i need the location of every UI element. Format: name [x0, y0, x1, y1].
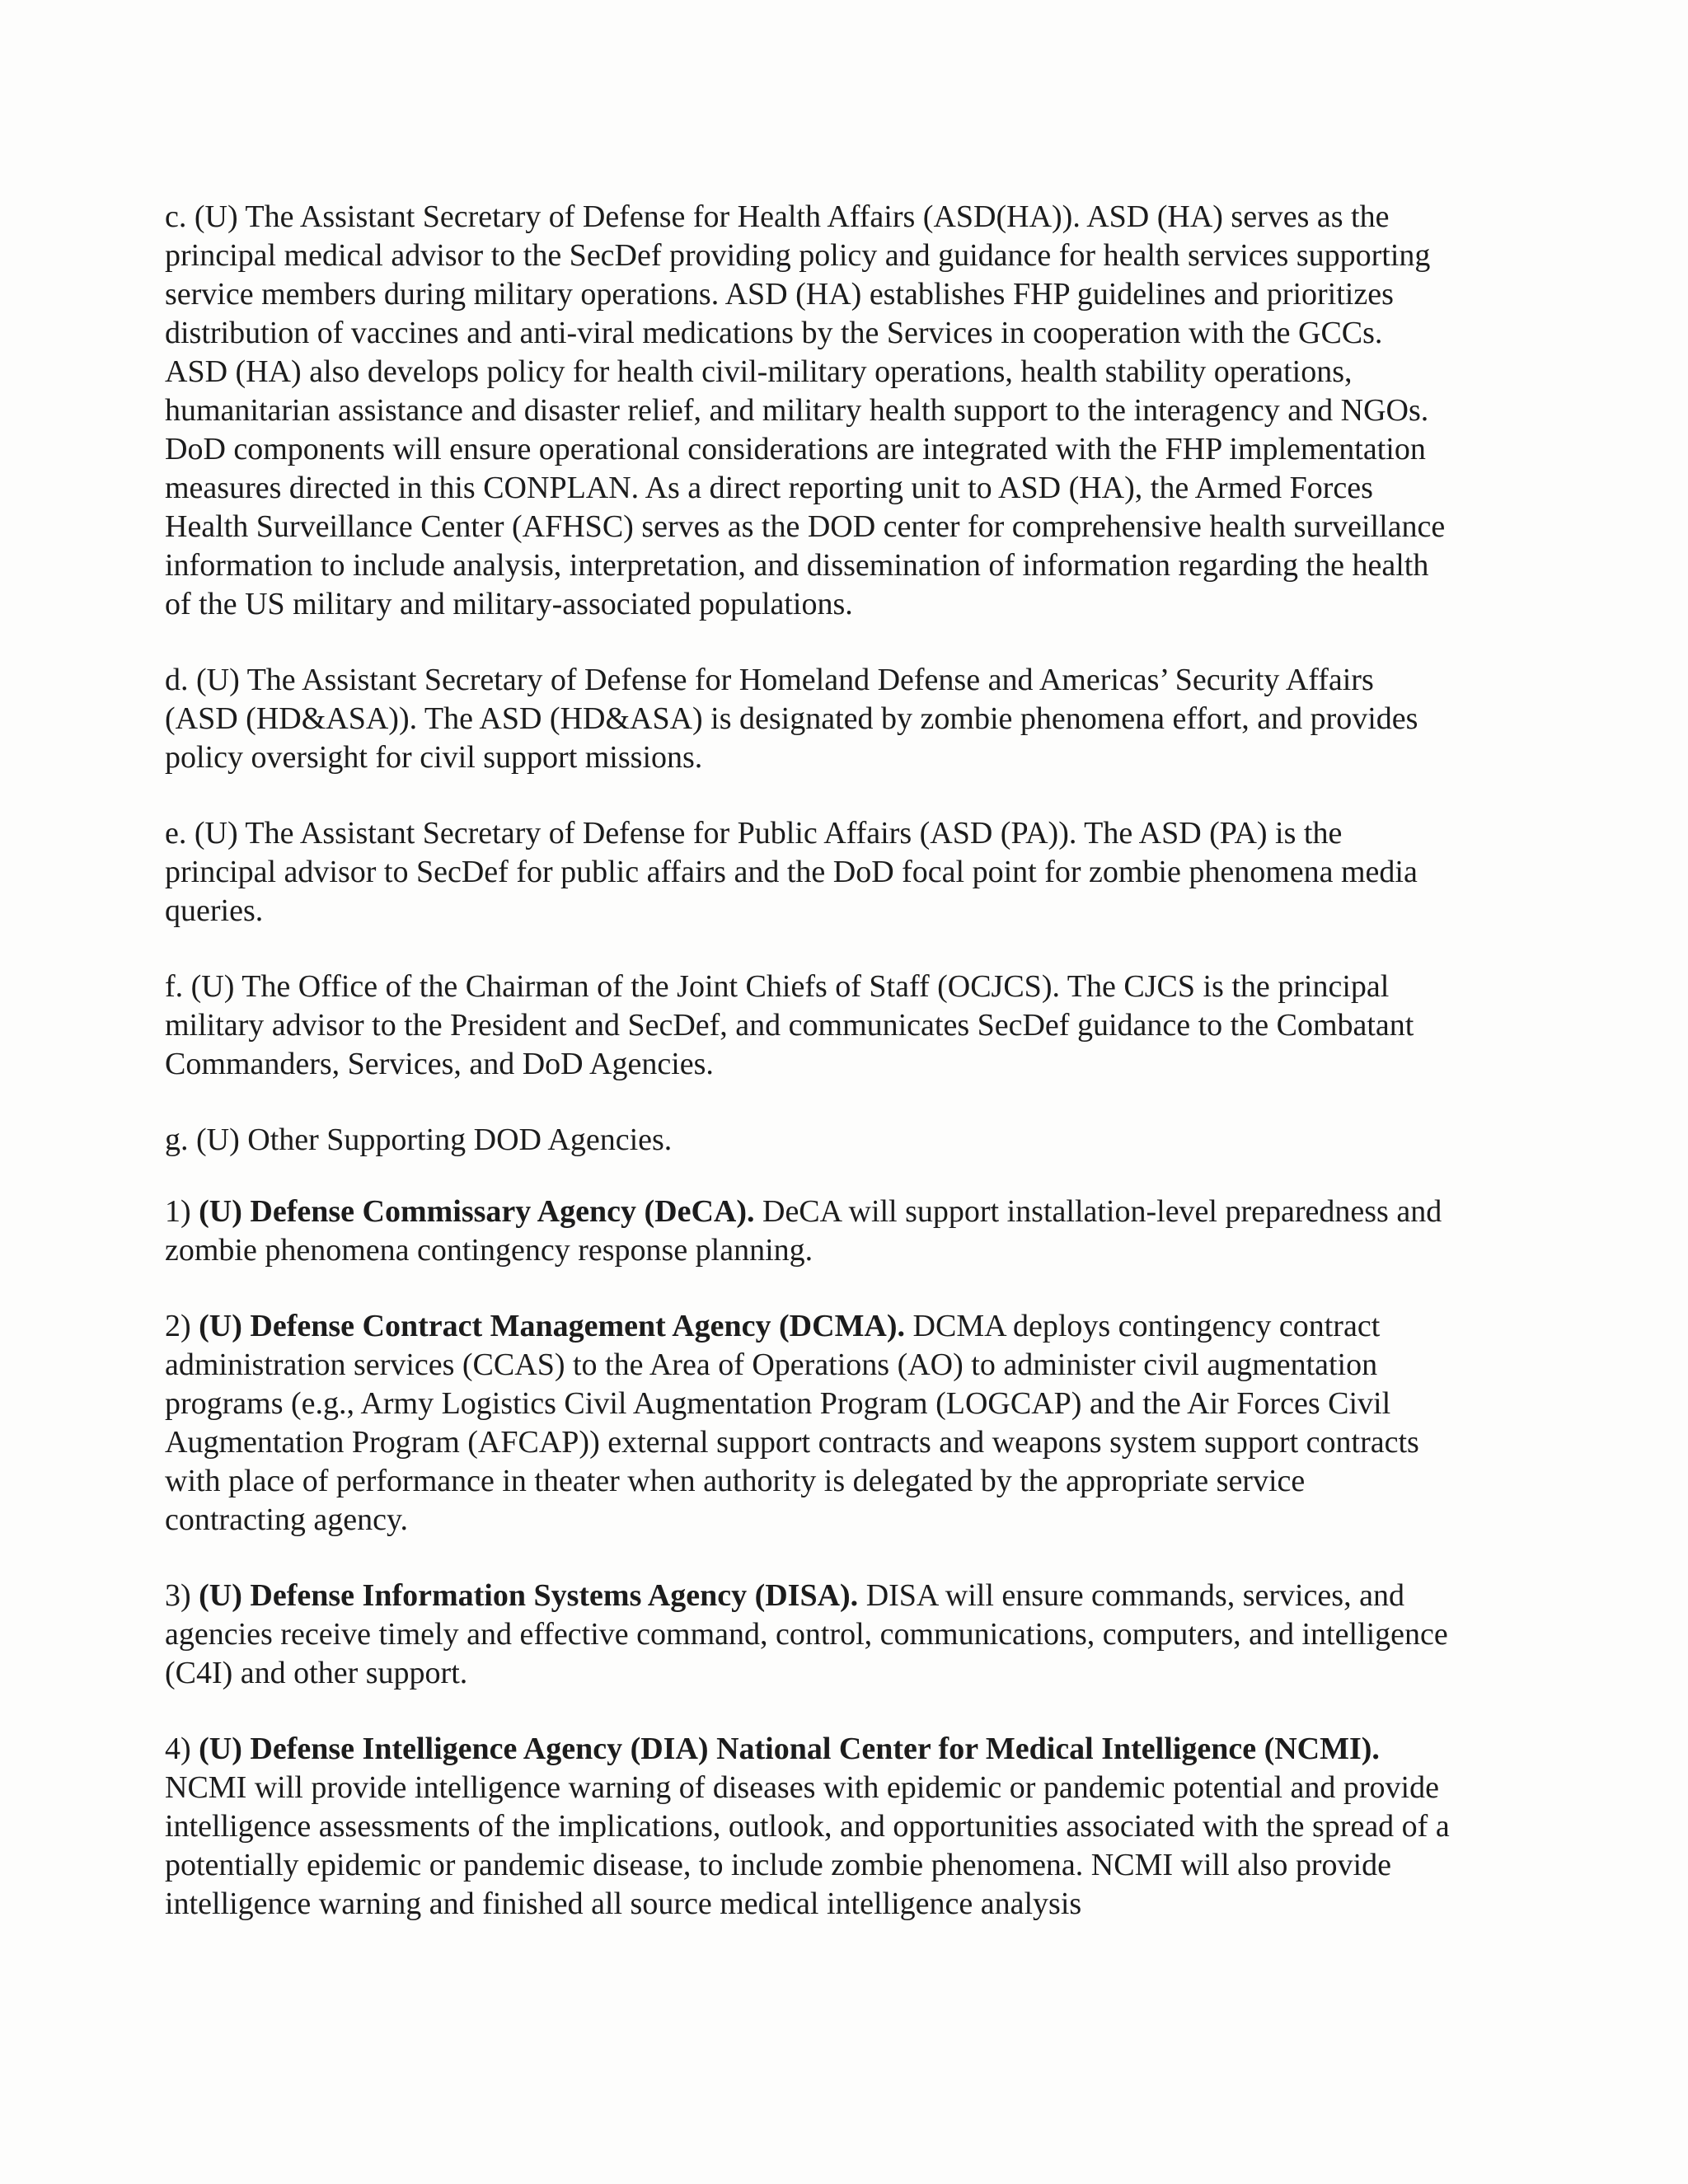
document-body [165, 198, 1451, 1961]
paragraph-e-text: e. (U) The Assistant Secretary of Defense for Public Affairs (ASD (PA)). The ASD (PA) is the principal advisor to SecDef for public affairs and the DoD focal point for zombie phenomena media queries. [165, 816, 1418, 928]
item-number: 1) [165, 1194, 199, 1229]
item-text: NCMI will provide intelligence warning of diseases with epidemic or pandemic potential and provide intelligence assessments of the implications, outlook, and opportunities associated with the spread of a potentially epidemic or pandemic disease, to include zombie phenomena. NCMI will also provide intelligence warning and finished all source medical intelligence analysis [165, 1770, 1450, 1921]
paragraph-g1-deca [165, 1193, 1451, 1270]
paragraph-c [165, 198, 1451, 624]
paragraph-g2-dcma [165, 1307, 1451, 1540]
item-heading: (U) Defense Contract Management Agency (DCMA). [199, 1309, 906, 1343]
item-heading: (U) Defense Intelligence Agency (DIA) National Center for Medical Intelligence (NCMI). [199, 1732, 1380, 1766]
item-heading: (U) Defense Commissary Agency (DeCA). [199, 1194, 755, 1229]
item-text: DCMA deploys contingency contract administration services (CCAS) to the Area of Operations (AO) to administer civil augmentation programs (e.g., Army Logistics Civil Augmentation Program (LOGCAP) and the Air Forces Civil Augmentation Program (AFCAP)) external support contracts and weapons system support contracts with place of performance in theater when authority is delegated by the appropriate service contracting agency. [165, 1309, 1419, 1537]
paragraph-f-text: f. (U) The Office of the Chairman of the Joint Chiefs of Staff (OCJCS). The CJCS is the principal military advisor to the President and SecDef, and communicates SecDef guidance to the Combatant Commanders, Services, and DoD Agencies. [165, 969, 1414, 1081]
item-text: DISA will ensure commands, services, and agencies receive timely and effective command, control, communications, computers, and intelligence (C4I) and other support. [165, 1578, 1448, 1690]
item-text: DeCA will support installation-level preparedness and zombie phenomena contingency response planning. [165, 1194, 1442, 1268]
item-number: 2) [165, 1309, 199, 1343]
paragraph-d [165, 661, 1451, 777]
paragraph-c-text: c. (U) The Assistant Secretary of Defense for Health Affairs (ASD(HA)). ASD (HA) serves as the principal medical advisor to the SecDef providing policy and guidance for health services supporting service members during military operations. ASD (HA) establishes FHP guidelines and prioritizes distribution of vaccines and anti-viral medications by the Services in cooperation with the GCCs. ASD (HA) also develops policy for health civil-military operations, health stability operations, humanitarian assistance and disaster relief, and military health support to the interagency and NGOs. DoD components will ensure operational considerations are integrated with the FHP implementation measures directed in this CONPLAN. As a direct reporting unit to ASD (HA), the Armed Forces Health Surveillance Center (AFHSC) serves as the DOD center for comprehensive health surveillance information to include analysis, interpretation, and dissemination of information regarding the health of the US military and military-associated populations. [165, 199, 1446, 621]
paragraph-f [165, 968, 1451, 1084]
item-heading: (U) Defense Information Systems Agency (DISA). [199, 1578, 859, 1613]
paragraph-g4-dia-ncmi [165, 1730, 1451, 1924]
paragraph-d-text: d. (U) The Assistant Secretary of Defense for Homeland Defense and Americas’ Security Affairs (ASD (HD&ASA)). The ASD (HD&ASA) is designated by zombie phenomena effort, and provides policy oversight for civil support missions. [165, 663, 1418, 775]
item-number: 4) [165, 1732, 199, 1766]
paragraph-e [165, 814, 1451, 930]
paragraph-g-text: g. (U) Other Supporting DOD Agencies. [165, 1122, 673, 1157]
paragraph-g3-disa [165, 1577, 1451, 1693]
paragraph-g [165, 1121, 1451, 1160]
item-number: 3) [165, 1578, 199, 1613]
